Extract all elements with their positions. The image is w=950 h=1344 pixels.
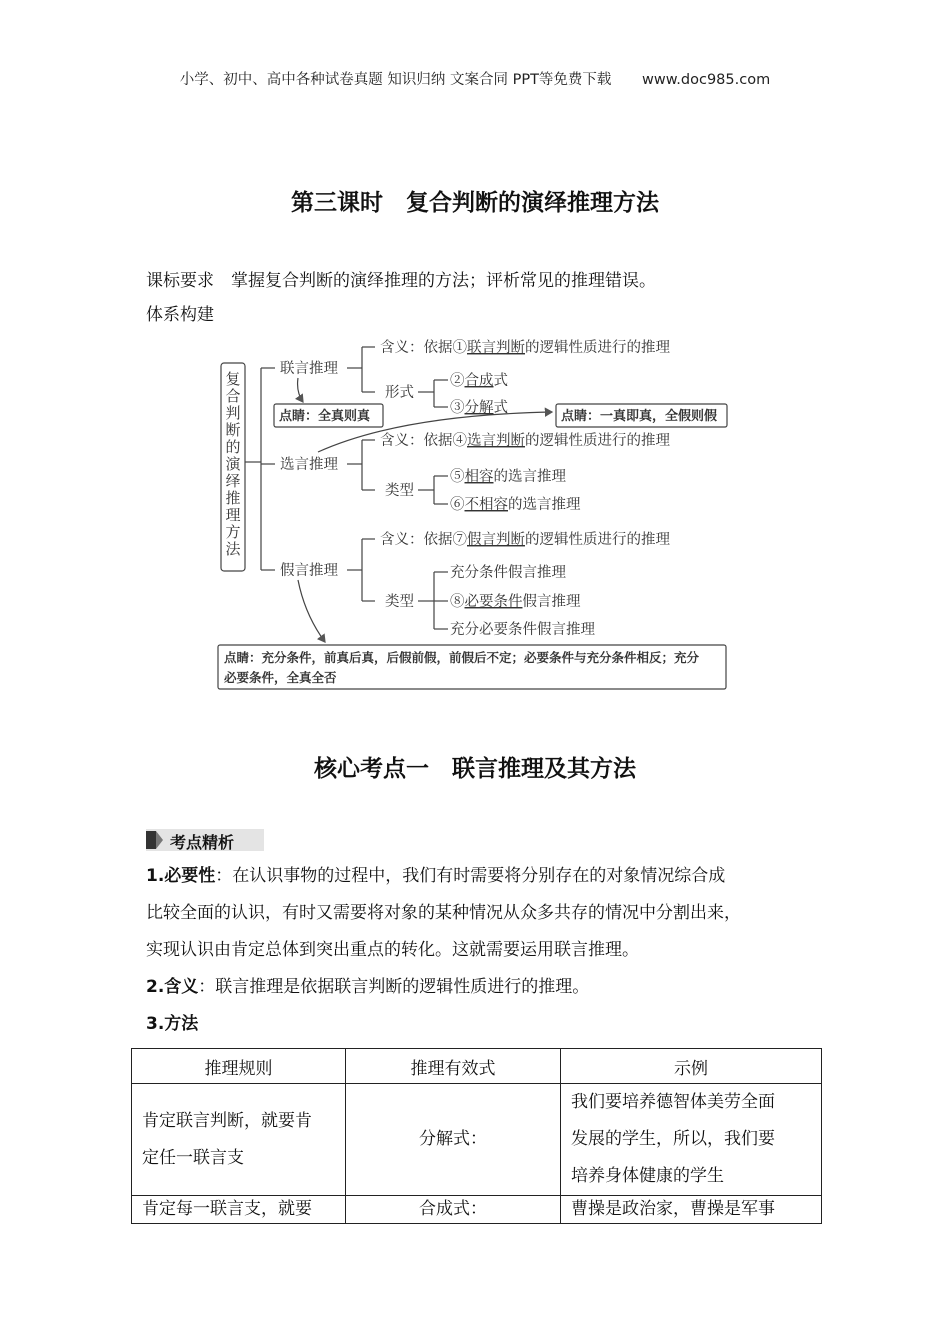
b1-meaning: 含义：依据①联言判断的逻辑性质进行的推理 <box>380 340 670 356</box>
root-char: 演 <box>225 455 241 473</box>
paragraph-method <box>146 1006 826 1043</box>
b3-type-label: 类型 <box>385 594 414 610</box>
root-char: 理 <box>225 506 241 524</box>
b2-meaning: 含义：依据④选言判断的逻辑性质进行的推理 <box>380 433 670 449</box>
table-header-row <box>132 1049 822 1084</box>
para-label: 1.必要性 <box>146 866 216 886</box>
table-cell-form: 合成式： <box>346 1196 561 1224</box>
root-char: 法 <box>225 540 241 558</box>
para-label: 2.含义 <box>146 977 199 997</box>
root-char: 断 <box>225 421 241 439</box>
root-char: 方 <box>225 523 241 541</box>
header-site[interactable]: www.doc985.com <box>642 72 771 88</box>
table-header: 推理规则 <box>132 1049 346 1084</box>
table-cell-example: 我们要培养德智体美劳全面 发展的学生，所以，我们要 培养身体健康的学生 <box>561 1084 822 1196</box>
b2-type-label: 类型 <box>385 483 414 499</box>
header-text: 小学、初中、高中各种试卷真题 知识归纳 文案合同 PPT等免费下载 <box>179 72 612 88</box>
root-char: 判 <box>225 404 241 422</box>
b3-tip-line2: 必要条件，全真全否 <box>224 670 337 685</box>
paragraph-meaning: 2.含义：联言推理是依据联言判断的逻辑性质进行的推理。 <box>146 977 590 997</box>
table-header: 推理有效式 <box>346 1049 561 1084</box>
b2-type-2: ⑥不相容的选言推理 <box>450 497 581 513</box>
section-title: 核心考点一 联言推理及其方法 <box>314 755 636 782</box>
root-char: 推 <box>225 489 241 507</box>
b1-tip: 点睛：全真则真 <box>279 409 371 424</box>
tag-marker <box>146 831 156 849</box>
branch-label-hypothetical: 假言推理 <box>280 563 338 579</box>
root-char: 绎 <box>225 472 241 490</box>
b1-form-1: ②合成式 <box>450 373 508 389</box>
method-table <box>131 1048 822 1224</box>
paragraph-necessity: 1.必要性：在认识事物的过程中，我们有时需要将分别存在的对象情况综合成 比较全面的认识，有时又需要将对象的某种情况从众多共存的情况中分割出来， 实现认识由肯定总体到突出重点的转化。这就需要运用联言推理。 <box>146 858 826 969</box>
para-line: 实现认识由肯定总体到突出重点的转化。这就需要运用联言推理。 <box>146 940 639 960</box>
para-label: 3.方法 <box>146 1014 199 1034</box>
tag-label: 考点精析 <box>170 833 235 852</box>
root-char: 合 <box>225 387 241 405</box>
b3-tip-line1: 点睛：充分条件，前真后真，后假前假，前假后不定；必要条件与充分条件相反；充分 <box>224 650 700 665</box>
system-label: 体系构建 <box>146 305 214 325</box>
table-cell-example: 曹操是政治家，曹操是军事 <box>561 1196 822 1224</box>
table-cell-rule: 肯定每一联言支，就要 <box>132 1196 346 1224</box>
b2-tip: 点睛：一真即真，全假则假 <box>561 409 718 424</box>
b3-type-1: 充分条件假言推理 <box>450 565 566 581</box>
table-row <box>132 1084 822 1196</box>
branch-label-conjunctive: 联言推理 <box>280 361 338 377</box>
branch-label-disjunctive: 选言推理 <box>280 457 338 473</box>
section-tag <box>146 829 264 851</box>
page-title: 第三课时 复合判断的演绎推理方法 <box>291 189 659 216</box>
b3-type-2: ⑧必要条件假言推理 <box>450 594 581 610</box>
table-header: 示例 <box>561 1049 822 1084</box>
root-char: 的 <box>225 438 241 456</box>
course-requirement: 课标要求 掌握复合判断的演绎推理的方法；评析常见的推理错误。 <box>146 271 656 291</box>
b3-meaning: 含义：依据⑦假言判断的逻辑性质进行的推理 <box>380 532 670 548</box>
para-line: 比较全面的认识，有时又需要将对象的某种情况从众多共存的情况中分割出来， <box>146 903 741 923</box>
b2-type-1: ⑤相容的选言推理 <box>450 469 566 485</box>
table-cell-rule: 肯定联言判断，就要肯 定任一联言支 <box>132 1084 346 1196</box>
root-char: 复 <box>225 370 241 388</box>
b3-type-3: 充分必要条件假言推理 <box>450 622 595 638</box>
tag-arrow <box>156 831 163 849</box>
b1-form-label: 形式 <box>385 385 414 401</box>
table-cell-form: 分解式： <box>346 1084 561 1196</box>
b1-form-2: ③分解式 <box>450 400 508 416</box>
table-row <box>132 1196 822 1224</box>
